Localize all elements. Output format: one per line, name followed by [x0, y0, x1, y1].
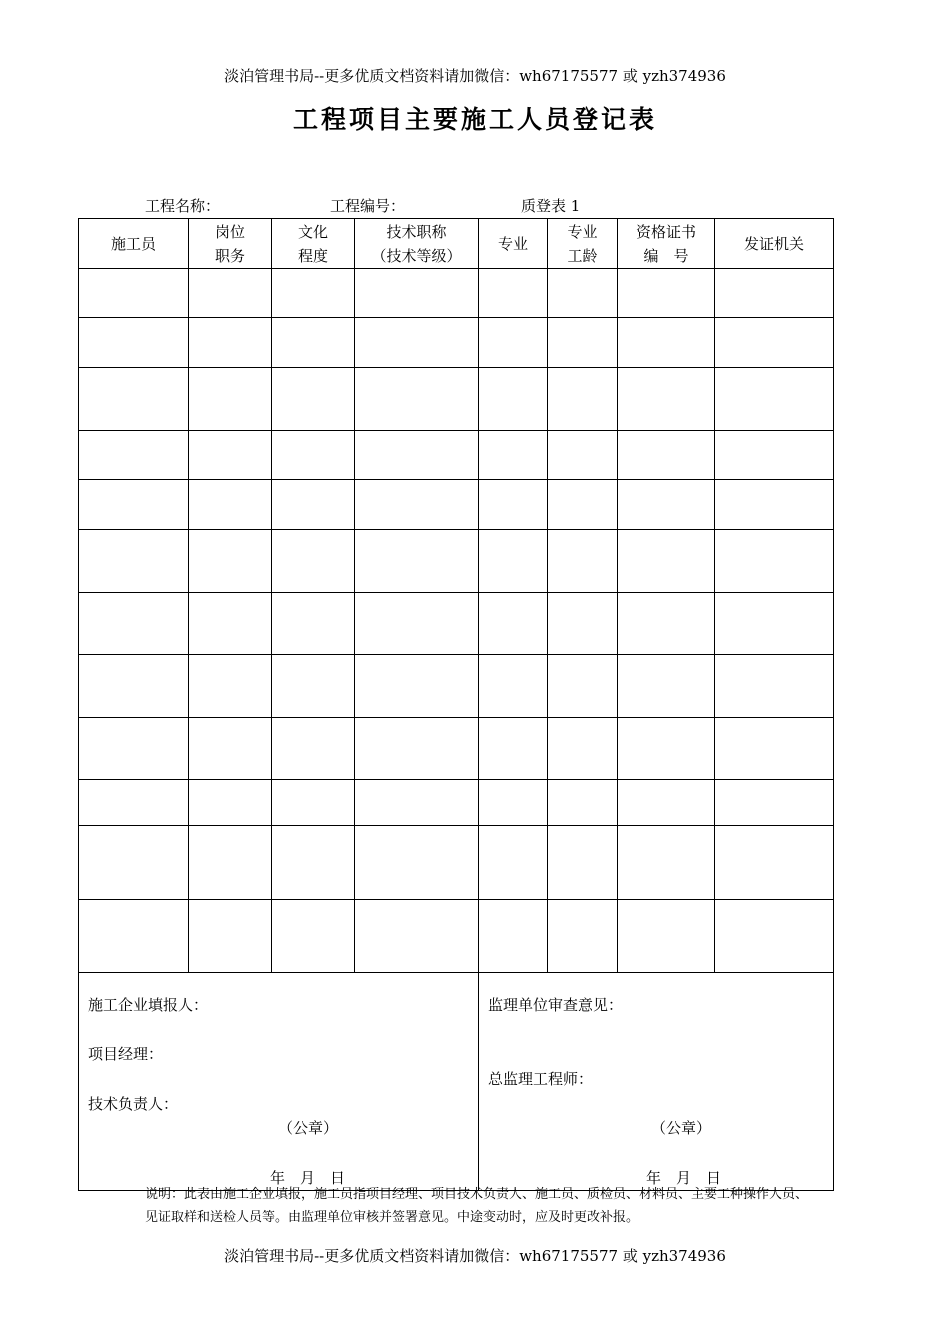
table-cell[interactable] — [548, 269, 618, 318]
reporter-label: 施工企业填报人： — [88, 996, 209, 1014]
table-cell[interactable] — [715, 269, 834, 318]
table-cell[interactable] — [355, 593, 479, 655]
table-cell[interactable] — [272, 530, 355, 593]
table-cell[interactable] — [715, 900, 834, 973]
table-cell[interactable] — [479, 826, 548, 900]
table-cell[interactable] — [79, 530, 189, 593]
table-cell[interactable] — [355, 826, 479, 900]
table-cell[interactable] — [548, 655, 618, 718]
table-cell[interactable] — [715, 780, 834, 826]
col-header-position: 岗位 职务 — [189, 219, 272, 269]
table-header-row — [79, 219, 834, 269]
col-header-specialty: 专业 — [479, 219, 548, 269]
table-cell[interactable] — [715, 480, 834, 530]
table-cell[interactable] — [189, 593, 272, 655]
table-cell[interactable] — [79, 269, 189, 318]
table-row — [79, 530, 834, 593]
table-cell[interactable] — [618, 780, 715, 826]
form-code: 质登表 1 — [521, 197, 581, 215]
table-cell[interactable] — [272, 593, 355, 655]
table-cell[interactable] — [715, 368, 834, 431]
table-cell[interactable] — [79, 826, 189, 900]
table-cell[interactable] — [618, 318, 715, 368]
col-header-seniority: 专业 工龄 — [548, 219, 618, 269]
table-cell[interactable] — [479, 593, 548, 655]
table-cell[interactable] — [79, 368, 189, 431]
project-number-label: 工程编号： — [330, 197, 406, 215]
table-cell[interactable] — [189, 826, 272, 900]
table-cell[interactable] — [479, 368, 548, 431]
header-watermark-note: 淡泊管理书局--更多优质文档资料请加微信：wh67175577 或 yzh374936 — [224, 67, 726, 85]
table-cell[interactable] — [618, 480, 715, 530]
col-header-education: 文化 程度 — [272, 219, 355, 269]
table-row — [79, 826, 834, 900]
table-cell[interactable] — [355, 780, 479, 826]
table-row — [79, 318, 834, 368]
table-cell[interactable] — [715, 718, 834, 780]
table-cell[interactable] — [479, 900, 548, 973]
table-cell[interactable] — [715, 530, 834, 593]
footer-watermark-note: 淡泊管理书局--更多优质文档资料请加微信：wh67175577 或 yzh374936 — [224, 1247, 726, 1265]
signature-row — [79, 973, 834, 1191]
table-cell[interactable] — [715, 431, 834, 480]
table-cell[interactable] — [189, 318, 272, 368]
table-cell[interactable] — [189, 655, 272, 718]
table-cell[interactable] — [479, 718, 548, 780]
table-cell[interactable] — [715, 593, 834, 655]
contractor-seal-label: （公章） — [278, 1119, 339, 1137]
table-cell[interactable] — [272, 826, 355, 900]
table-cell[interactable] — [355, 718, 479, 780]
table-cell[interactable] — [479, 530, 548, 593]
tech-lead-label: 技术负责人： — [88, 1095, 179, 1113]
table-cell[interactable] — [715, 655, 834, 718]
explanation-note: 说明：此表由施工企业填报，施工员指项目经理、项目技术负责人、施工员、质检员、材料员、主要工种操作人员、见证取样和送检人员等。由监理单位审核并签署意见。中途变动时，应及时更改补报。 — [145, 1187, 809, 1225]
table-cell[interactable] — [272, 780, 355, 826]
table-cell[interactable] — [79, 318, 189, 368]
table-cell[interactable] — [618, 530, 715, 593]
supervisor-sign-cell[interactable] — [479, 973, 834, 1191]
table-cell[interactable] — [355, 900, 479, 973]
table-cell[interactable] — [272, 900, 355, 973]
table-cell[interactable] — [79, 900, 189, 973]
table-cell[interactable] — [79, 655, 189, 718]
table-row — [79, 718, 834, 780]
table-cell[interactable] — [355, 480, 479, 530]
project-name-label: 工程名称： — [145, 197, 221, 215]
table-cell[interactable] — [618, 826, 715, 900]
table-cell[interactable] — [355, 269, 479, 318]
table-cell[interactable] — [618, 269, 715, 318]
table-cell[interactable] — [355, 431, 479, 480]
table-cell[interactable] — [189, 900, 272, 973]
chief-engineer-label: 总监理工程师： — [488, 1070, 594, 1088]
table-row — [79, 269, 834, 318]
table-row — [79, 780, 834, 826]
table-cell[interactable] — [548, 431, 618, 480]
table-cell[interactable] — [272, 655, 355, 718]
table-cell[interactable] — [79, 480, 189, 530]
table-cell[interactable] — [618, 900, 715, 973]
col-header-certificate-no: 资格证书 编 号 — [618, 219, 715, 269]
table-row — [79, 431, 834, 480]
supervisor-date-label: 年 月 日 — [646, 1169, 722, 1187]
table-cell[interactable] — [548, 780, 618, 826]
contractor-sign-cell[interactable] — [79, 973, 479, 1191]
table-cell[interactable] — [272, 718, 355, 780]
table-row — [79, 480, 834, 530]
table-cell[interactable] — [355, 530, 479, 593]
table-cell[interactable] — [618, 655, 715, 718]
table-cell[interactable] — [189, 431, 272, 480]
table-cell[interactable] — [272, 318, 355, 368]
table-cell[interactable] — [548, 900, 618, 973]
table-row — [79, 900, 834, 973]
table-cell[interactable] — [189, 480, 272, 530]
table-cell[interactable] — [548, 318, 618, 368]
table-cell[interactable] — [355, 655, 479, 718]
table-cell[interactable] — [618, 368, 715, 431]
table-cell[interactable] — [479, 480, 548, 530]
table-cell[interactable] — [548, 718, 618, 780]
personnel-register-table — [78, 218, 834, 1191]
table-cell[interactable] — [548, 593, 618, 655]
table-cell[interactable] — [189, 530, 272, 593]
table-cell[interactable] — [189, 780, 272, 826]
col-header-worker: 施工员 — [79, 219, 189, 269]
table-row — [79, 368, 834, 431]
table-cell[interactable] — [548, 480, 618, 530]
table-cell[interactable] — [79, 780, 189, 826]
table-cell[interactable] — [479, 780, 548, 826]
table-cell[interactable] — [272, 480, 355, 530]
table-cell[interactable] — [79, 718, 189, 780]
table-cell[interactable] — [548, 826, 618, 900]
contractor-date-label: 年 月 日 — [270, 1169, 346, 1187]
table-cell[interactable] — [189, 718, 272, 780]
supervisor-opinion-label: 监理单位审查意见： — [488, 996, 624, 1014]
table-cell[interactable] — [272, 431, 355, 480]
table-cell[interactable] — [618, 593, 715, 655]
col-header-issuing-authority: 发证机关 — [715, 219, 834, 269]
table-cell[interactable] — [479, 431, 548, 480]
supervisor-seal-label: （公章） — [651, 1119, 712, 1137]
table-cell[interactable] — [548, 368, 618, 431]
col-header-tech-title: 技术职称 （技术等级） — [355, 219, 479, 269]
table-cell[interactable] — [79, 593, 189, 655]
table-cell[interactable] — [79, 431, 189, 480]
table-row — [79, 655, 834, 718]
table-cell[interactable] — [479, 318, 548, 368]
project-manager-label: 项目经理： — [88, 1045, 164, 1063]
table-cell[interactable] — [355, 318, 479, 368]
table-cell[interactable] — [715, 318, 834, 368]
table-cell[interactable] — [189, 368, 272, 431]
table-cell[interactable] — [189, 269, 272, 318]
table-row — [79, 593, 834, 655]
page-title: 工程项目主要施工人员登记表 — [292, 105, 657, 134]
table-cell[interactable] — [548, 530, 618, 593]
table-cell[interactable] — [618, 431, 715, 480]
table-cell[interactable] — [715, 826, 834, 900]
table-cell[interactable] — [618, 718, 715, 780]
table-cell[interactable] — [479, 269, 548, 318]
table-cell[interactable] — [479, 655, 548, 718]
table-cell[interactable] — [355, 368, 479, 431]
table-cell[interactable] — [272, 269, 355, 318]
table-cell[interactable] — [272, 368, 355, 431]
